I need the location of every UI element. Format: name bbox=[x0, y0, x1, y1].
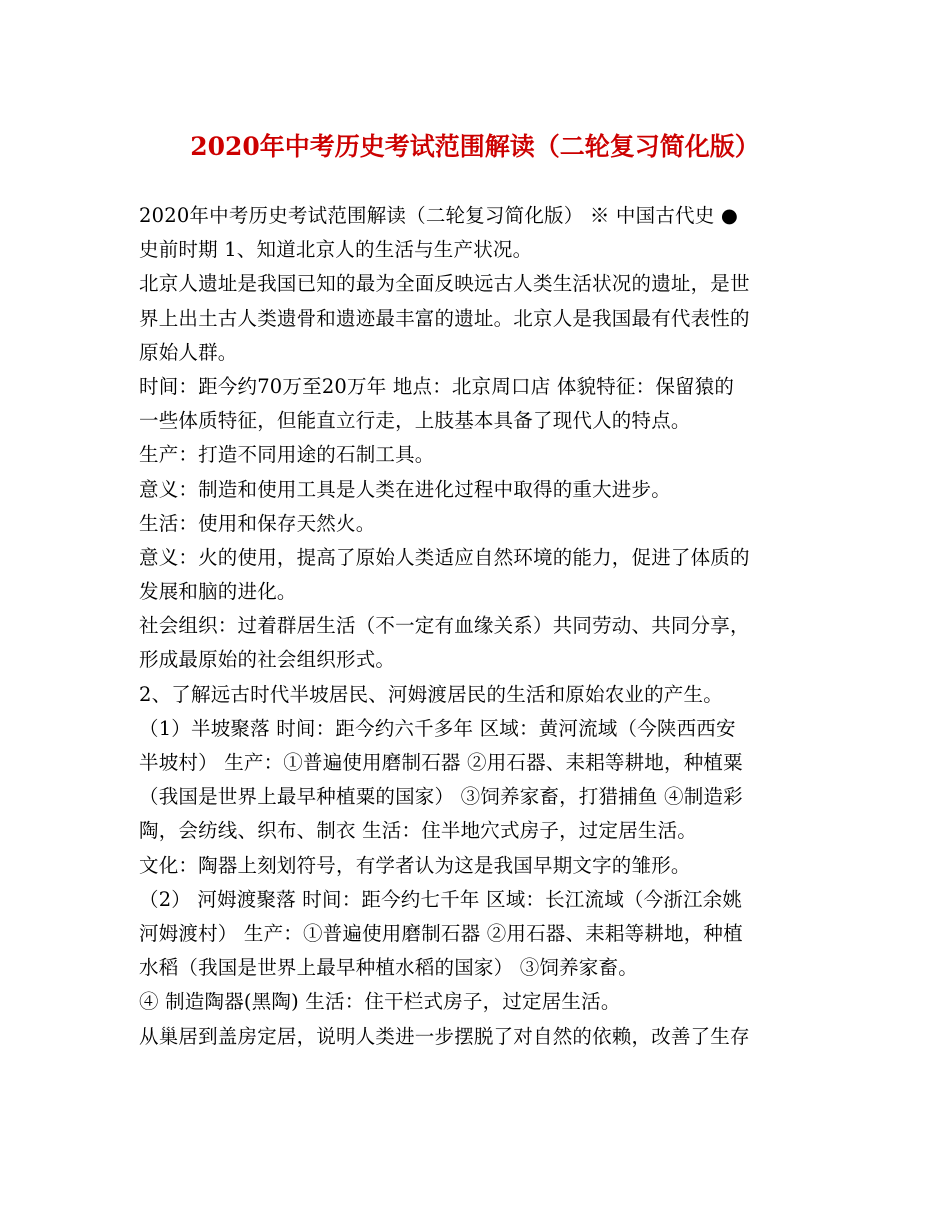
text-line: （2） 河姆渡聚落 时间：距今约七千年 区域：长江流域（今浙江余姚 bbox=[139, 887, 743, 911]
text-line: 界上出土古人类遗骨和遗迹最丰富的遗址。北京人是我国最有代表性的 bbox=[139, 306, 750, 330]
text-line: 一些体质特征，但能直立行走，上肢基本具备了现代人的特点。 bbox=[139, 409, 691, 433]
text-line: （我国是世界上最早种植粟的国家） ③饲养家畜，打猎捕鱼 ④制造彩 bbox=[139, 785, 743, 809]
text-line: 水稻（我国是世界上最早种植水稻的国家） ③饲养家畜。 bbox=[139, 956, 638, 980]
document-title: 2020年中考历史考试范围解读（二轮复习简化版） bbox=[190, 132, 760, 161]
text-line: （1）半坡聚落 时间：距今约六千多年 区域：黄河流域（今陕西西安 bbox=[139, 716, 736, 740]
text-line: 陶，会纺线、织布、制衣 生活：住半地穴式房子，过定居生活。 bbox=[139, 819, 697, 843]
text-line: 原始人群。 bbox=[139, 340, 238, 364]
text-line: 河姆渡村） 生产：①普遍使用磨制石器 ②用石器、耒耜等耕地，种植 bbox=[139, 921, 743, 945]
text-line: 时间：距今约70万至20万年 地点：北京周口店 体貌特征：保留猿的 bbox=[139, 374, 735, 398]
text-line: ④ 制造陶器(黑陶) 生活：住干栏式房子，过定居生活。 bbox=[139, 990, 621, 1014]
text-line: 史前时期 1、知道北京人的生活与生产状况。 bbox=[139, 238, 533, 262]
text-line: 2、了解远古时代半坡居民、河姆渡居民的生活和原始农业的产生。 bbox=[139, 682, 723, 706]
text-line: 意义：制造和使用工具是人类在进化过程中取得的重大进步。 bbox=[139, 477, 671, 501]
text-line: 社会组织：过着群居生活（不一定有血缘关系）共同劳动、共同分享， bbox=[139, 614, 750, 638]
text-line: 生活：使用和保存天然火。 bbox=[139, 511, 376, 535]
text-line: 发展和脑的进化。 bbox=[139, 580, 297, 604]
text-line: 形成最原始的社会组织形式。 bbox=[139, 648, 396, 672]
text-line: 2020年中考历史考试范围解读（二轮复习简化版） ※ 中国古代史 ● bbox=[139, 204, 739, 227]
text-line: 生产：打造不同用途的石制工具。 bbox=[139, 443, 435, 467]
text-line: 半坡村） 生产：①普遍使用磨制石器 ②用石器、耒耜等耕地，种植粟 bbox=[139, 751, 743, 774]
text-line: 北京人遗址是我国已知的最为全面反映远古人类生活状况的遗址，是世 bbox=[139, 272, 750, 296]
text-line: 意义：火的使用，提高了原始人类适应自然环境的能力，促进了体质的 bbox=[139, 545, 750, 569]
text-line: 从巢居到盖房定居，说明人类进一步摆脱了对自然的依赖，改善了生存 bbox=[139, 1024, 750, 1048]
text-line: 文化：陶器上刻划符号，有学者认为这是我国早期文字的雏形。 bbox=[139, 853, 691, 877]
document-body bbox=[139, 199, 819, 1054]
